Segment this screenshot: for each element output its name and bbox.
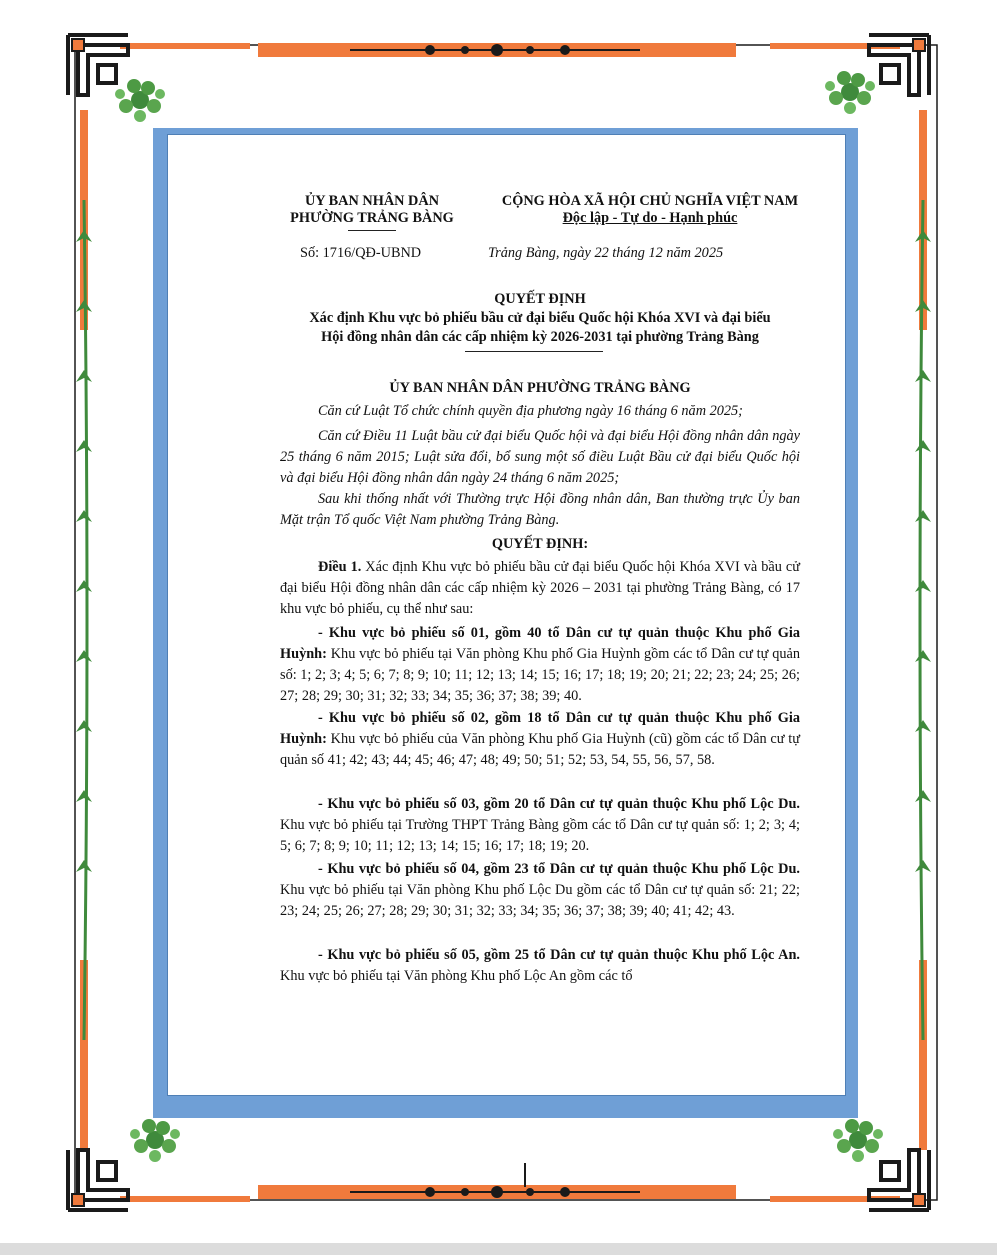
nation-line1: CỘNG HÒA XÃ HỘI CHỦ NGHĨA VIỆT NAM: [501, 193, 799, 209]
nation-motto: Độc lập - Tự do - Hạnh phúc: [562, 210, 738, 226]
basis-2: Căn cứ Điều 11 Luật bầu cử đại biểu Quốc hội và đại biểu Hội đồng nhân dân ngày 25 tháng 6 năm 2015; Luật sửa đổi, bổ sung một số điều Luật Bầu cử đại biểu Quốc hội và đại biểu Hội đồng nhân dân ngày 24 tháng 6 năm 2025;: [280, 428, 800, 486]
decision-subtitle-line1: Xác định Khu vực bỏ phiếu bầu cử đại biểu Quốc hội Khóa XVI và đại biểu: [309, 310, 771, 326]
decision-heading: QUYẾT ĐỊNH:: [491, 536, 589, 552]
agency-line2: PHƯỜNG TRẢNG BÀNG: [290, 210, 454, 226]
voting-area-03: - Khu vực bỏ phiếu số 03, gồm 20 tổ Dân cư tự quản thuộc Khu phố Lộc Du. Khu vực bỏ phiếu tại Trường THPT Trảng Bàng gồm các tổ Dân cư tự quản số: 1; 2; 3; 4; 5; 6; 7; 8; 9; 10; 11; 12; 13; 14; 15; 16; 17; 18; 19; 20.: [280, 796, 800, 854]
agency-line1: ỦY BAN NHÂN DÂN: [304, 193, 440, 209]
document-number: Số: 1716/QĐ-UBND: [300, 245, 422, 261]
agency-underline: [348, 230, 396, 231]
voting-area-01: - Khu vực bỏ phiếu số 01, gồm 40 tổ Dân cư tự quản thuộc Khu phố Gia Huỳnh: Khu vực bỏ phiếu tại Văn phòng Khu phố Gia Huỳnh gồm các tổ Dân cư tự quản số: 1; 2; 3; 4; 5; 6; 7; 8; 9; 10; 11; 12; 13; 14; 15; 16; 17; 18; 19; 20; 21; 22; 23; 24; 25; 26; 27; 28; 29; 30; 31; 32; 33; 34; 35; 36; 37; 38; 39; 40.: [280, 625, 800, 704]
voting-area-02: - Khu vực bỏ phiếu số 02, gồm 18 tổ Dân cư tự quản thuộc Khu phố Gia Huỳnh: Khu vực bỏ phiếu của Văn phòng Khu phố Gia Huỳnh (cũ) gồm các tổ Dân cư tự quản số 41; 42; 43; 44; 45; 46; 47; 48; 49; 50; 51; 52; 53, 54, 55, 56, 57, 58.: [280, 710, 800, 768]
basis-3: Sau khi thống nhất với Thường trực Hội đồng nhân dân, Ban thường trực Ủy ban Mặt trận Tổ quốc Việt Nam phường Trảng Bàng.: [280, 491, 800, 528]
decision-subtitle-line2: Hội đồng nhân dân các cấp nhiệm kỳ 2026-2031 tại phường Trảng Bàng: [321, 329, 759, 345]
authority-heading: ỦY BAN NHÂN DÂN PHƯỜNG TRẢNG BÀNG: [389, 380, 691, 396]
voting-area-04: - Khu vực bỏ phiếu số 04, gồm 23 tổ Dân cư tự quản thuộc Khu phố Lộc Du. Khu vực bỏ phiếu tại Văn phòng Khu phố Lộc Du gồm các tổ Dân cư tự quản số: 21; 22; 23; 24; 25; 26; 27; 28; 29; 30; 31; 32; 33; 34; 35; 36; 37; 38; 39; 40; 41; 42; 43.: [280, 861, 800, 919]
place-date: Trảng Bàng, ngày 22 tháng 12 năm 2025: [488, 245, 724, 261]
article-1: Điều 1. Xác định Khu vực bỏ phiếu bầu cử đại biểu Quốc hội Khóa XVI và bầu cử đại biểu Hội đồng nhân dân các cấp nhiệm kỳ 2026 – 2031 tại phường Trảng Bàng, có 17 khu vực bỏ phiếu, cụ thể như sau:: [280, 559, 800, 617]
voting-area-05: - Khu vực bỏ phiếu số 05, gồm 25 tổ Dân cư tự quản thuộc Khu phố Lộc An. Khu vực bỏ phiếu tại Văn phòng Khu phố Lộc An gồm các tổ: [280, 947, 800, 984]
decision-title: QUYẾT ĐỊNH: [494, 291, 586, 307]
basis-1: Căn cứ Luật Tổ chức chính quyền địa phương ngày 16 tháng 6 năm 2025;: [318, 403, 743, 419]
title-underline: [465, 351, 603, 352]
